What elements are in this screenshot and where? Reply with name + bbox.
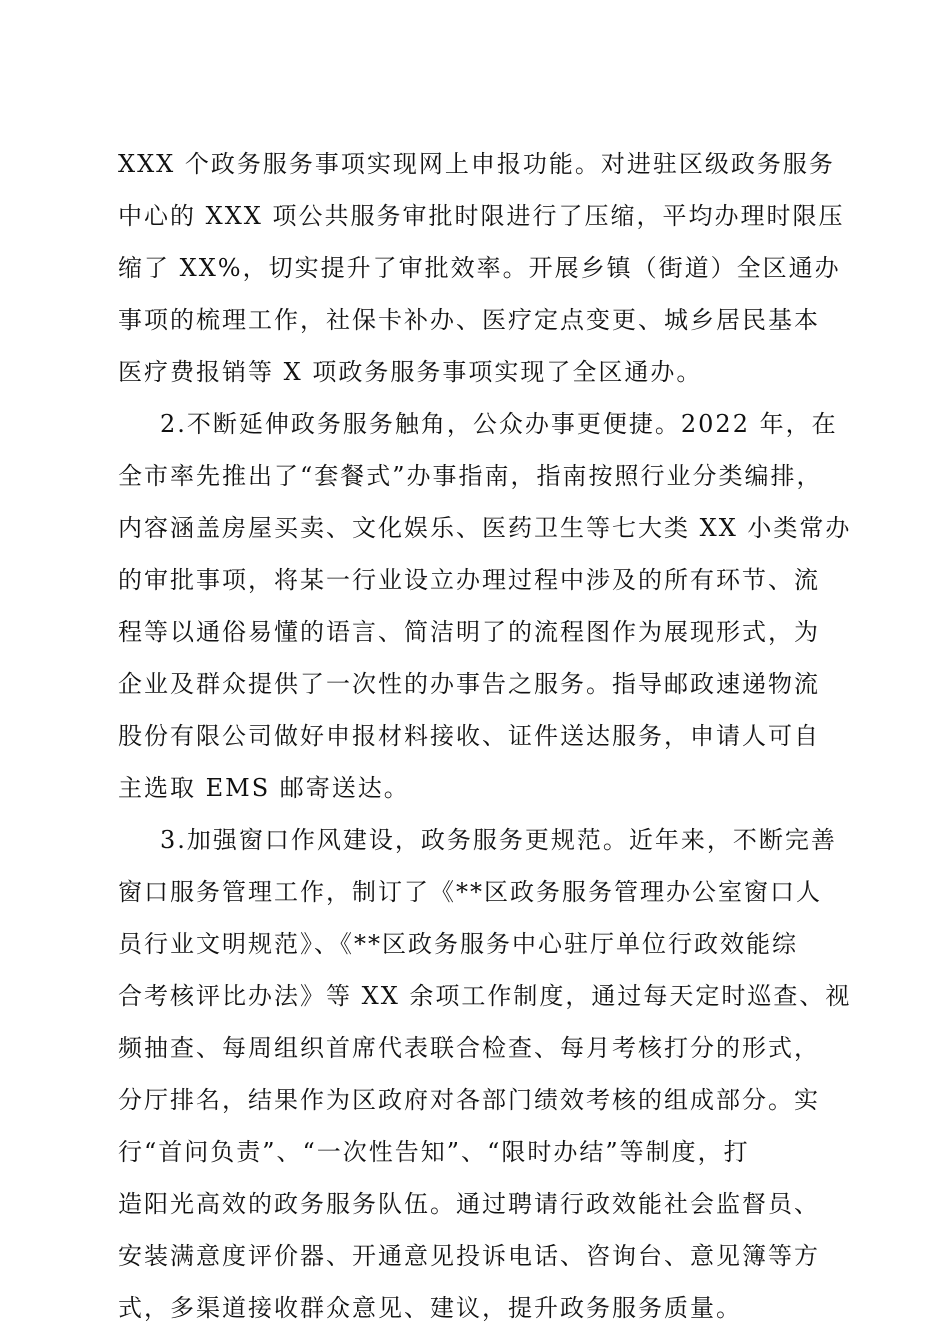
text-line: 缩了 XX%，切实提升了审批效率。开展乡镇（街道）全区通办 xyxy=(118,254,841,282)
text-line: 造阳光高效的政务服务队伍。通过聘请行政效能社会监督员、 xyxy=(118,1190,820,1218)
text-line: 主选取 EMS 邮寄送达。 xyxy=(118,774,410,802)
text-line: 的审批事项，将某一行业设立办理过程中涉及的所有环节、流 xyxy=(118,566,820,594)
text-line: 频抽查、每周组织首席代表联合检查、每月考核打分的形式， xyxy=(118,1034,820,1062)
text-line: 内容涵盖房屋买卖、文化娱乐、医药卫生等七大类 XX 小类常办 xyxy=(118,514,852,542)
text-line: 行“首问负责”、“一次性告知”、“限时办结”等制度，打 xyxy=(118,1138,750,1166)
text-line: 窗口服务管理工作，制订了《**区政务服务管理办公室窗口人 xyxy=(118,878,822,906)
document-body xyxy=(118,138,852,1334)
text-line: 安装满意度评价器、开通意见投诉电话、咨询台、意见簿等方 xyxy=(118,1242,820,1270)
text-line: 医疗费报销等 X 项政务服务事项实现了全区通办。 xyxy=(118,358,703,386)
text-line: 股份有限公司做好申报材料接收、证件送达服务，申请人可自 xyxy=(118,722,820,750)
text-line: 合考核评比办法》等 XX 余项工作制度，通过每天定时巡查、视 xyxy=(118,982,852,1010)
text-line: 程等以通俗易懂的语言、简洁明了的流程图作为展现形式，为 xyxy=(118,618,820,646)
text-line: 员行业文明规范》、《**区政务服务中心驻厅单位行政效能综 xyxy=(118,930,798,958)
text-line: 中心的 XXX 项公共服务审批时限进行了压缩，平均办理时限压 xyxy=(118,202,845,230)
text-line: 事项的梳理工作，社保卡补办、医疗定点变更、城乡居民基本 xyxy=(118,306,820,334)
section-3-heading-line: 3.加强窗口作风建设，政务服务更规范。近年来，不断完善 xyxy=(160,826,837,854)
text-line: XXX 个政务服务事项实现网上申报功能。对进驻区级政务服务 xyxy=(118,150,835,178)
section-2-heading-line: 2.不断延伸政务服务触角，公众办事更便捷。2022 年，在 xyxy=(160,410,838,438)
text-line: 式，多渠道接收群众意见、建议，提升政务服务质量。 xyxy=(118,1294,742,1322)
text-line: 分厅排名，结果作为区政府对各部门绩效考核的组成部分。实 xyxy=(118,1086,820,1114)
text-line: 企业及群众提供了一次性的办事告之服务。指导邮政速递物流 xyxy=(118,670,820,698)
text-line: 全市率先推出了“套餐式”办事指南，指南按照行业分类编排， xyxy=(118,462,823,490)
